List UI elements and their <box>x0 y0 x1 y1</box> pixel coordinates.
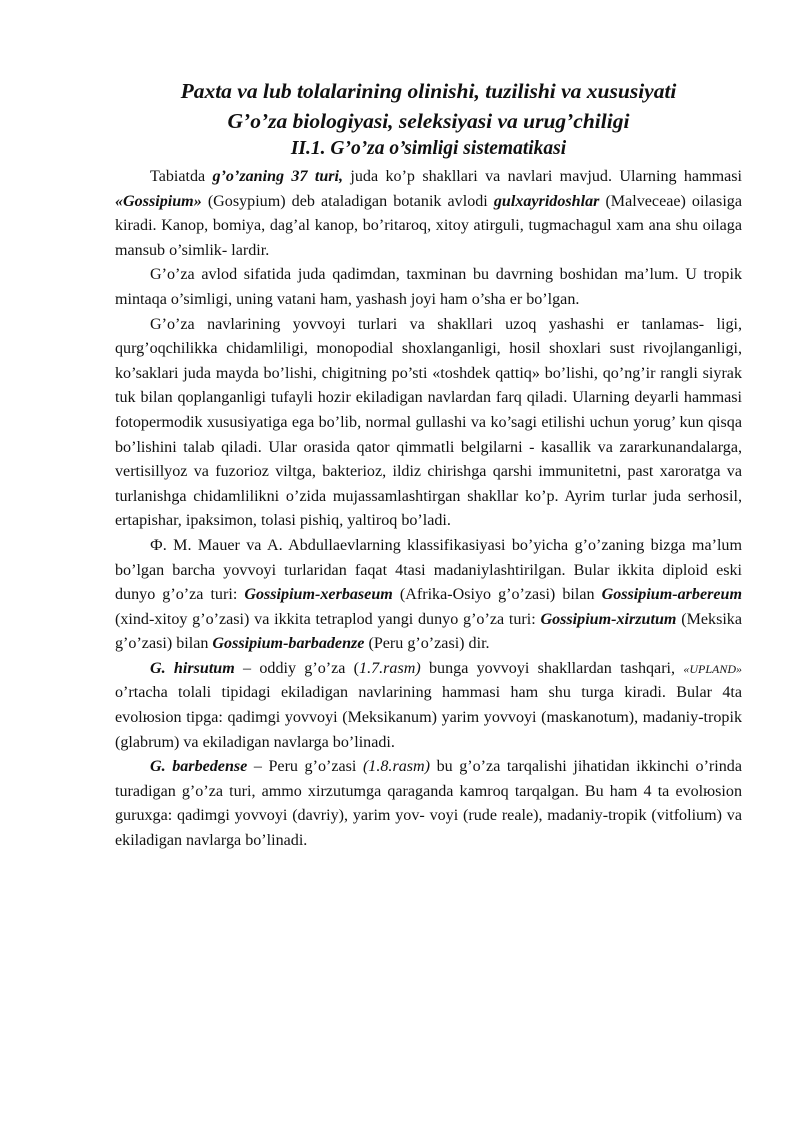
paragraph-1-bold-2: «Gossipium» <box>115 192 202 210</box>
paragraph-5-bold-1: G. hirsutum <box>150 659 235 677</box>
paragraph-4-bold-2: Gossipium-arbereum <box>601 586 742 604</box>
paragraph-4-bold-4: Gossipium-barbadenze <box>212 635 365 653</box>
paragraph-4-bold-3: Gossipium-xirzutum <box>540 610 677 628</box>
paragraph-1 <box>115 165 742 263</box>
paragraph-4-text-4: (Meksika g’o’zasi) bilan <box>115 610 742 653</box>
paragraph-6-bold-1: G. barbedense <box>150 758 248 776</box>
paragraph-6-italic-1: (1.8.rasm) <box>362 758 431 776</box>
paragraph-5-text-1: – oddiy g’o’za ( <box>234 659 360 677</box>
paragraph-5-italic-1: 1.7.rasm) <box>359 659 421 677</box>
paragraph-4-text-3: (xind-xitoy g’o’zasi) va ikkita tetraplod yangi dunyo g’o’za turi: <box>115 610 541 628</box>
paragraph-5-small-caps-1: «UPLAND» <box>683 661 742 676</box>
paragraph-1-text-2: juda ko’p shakllari va navlari mavjud. Ularning hammasi <box>343 168 742 185</box>
paragraph-5-text-3: o’rtacha tolali tipidagi ekiladigan navlarining hammasi ham shu turga kiradi. Bular 4ta evolюsion tipga: qadimgi yovvoyi (Meksikanum) yarim yovvoyi (maskanotum), madaniy-tropik (glabrum) va ekiladigan navlarga bo’linadi. <box>115 684 742 751</box>
paragraph-6-text-2: bu g’o’za tarqalishi jihatidan ikkinchi o’rinda turadigan g’o’za turi, ammo xirzutumga qaraganda kamroq tarqalgan. Bu ham 4 ta evolюsion guruxga: qadimgi yovvoyi (davriy), yarim yov- voyi (rude reale), madaniy-tropik (vitfolium) va ekiladigan navlarga bo’linadi. <box>115 758 742 850</box>
paragraph-4 <box>115 534 742 657</box>
paragraph-4-text-1: Ф. M. Mauer va A. Abdullaevlarning klassifikasiyasi bo’yicha g’o’zaning bizga ma’lum bo’lgan barcha yovvoyi turlaridan faqat 4tasi madaniylashtirilgan. Bular ikkita diploid eski dunyo g’o’za turi: <box>115 536 742 604</box>
paragraph-4-text-5: (Peru g’o’zasi) dir. <box>364 635 490 653</box>
paragraph-4-text-2: (Afrika-Osiyo g’o’zasi) bilan <box>392 586 602 604</box>
paragraph-1-bold-3: gulxayridoshlar <box>493 192 600 210</box>
paragraph-3: G’o’za navlarining yovvoyi turlari va shakllari uzoq yashashi er tanlamas- ligi, qurg’oqchilikka chidamliligi, monopodial shoxlanganligi, hosil shoxlari sust rivojlanganligi, ko’saklari juda mayda bo’lishi, chigitning po’sti «toshdek qattiq» bo’lishi, qo’ng’ir rangli siyrak tuk bilan qoplanganligi tufayli hozir ekiladigan navlardan farq qiladi. Ularning deyarli hammasi fotopermodik xususiyatiga ega bo’lib, normal gullashi va ko’sagi etilishi uchun yorug’ kun qisqa bo’lishini talab qiladi. Ular orasida qator qimmatli belgilarni - kasallik va zararkunandalarga, vertisillyoz va fuzorioz viltga, bakterioz, ildiz chirishga qarshi immunitetni, past xaroratga va turlanishga chidamlilikni o’zida mujassamlashtirgan shakllar ko’p. Ayrim turlar juda serhosil, ertapishar, ipaksimon, tolasi pishiq, yaltiroq bo’ladi. <box>115 315 742 530</box>
paragraph-4-bold-1: Gossipium-xerbaseum <box>244 586 393 604</box>
paragraph-2: G’o’za avlod sifatida juda qadimdan, taxminan bu davrning boshidan ma’lum. U tropik mintaqa o’simligi, uning vatani ham, yashash joyi ham o’sha er bo’lgan. <box>115 266 742 308</box>
paragraph-1-text-1: Tabiatda <box>150 168 213 185</box>
paragraph-1-text-4: (Malveceae) oilasiga kiradi. Kanop, bomiya, dag’al kanop, bo’ritaroq, xitoy atirguli, tugmachagul xam ana shu oilaga mansub o’simlik- lardir. <box>115 192 742 259</box>
paragraph-1-bold-1: g’o’zaning 37 turi, <box>212 168 344 185</box>
paragraph-6-text-1: – Peru g’o’zasi <box>247 758 363 776</box>
paragraph-6 <box>115 755 742 853</box>
document-title-line-2: G’o’za biologiyasi, seleksiyasi va urug’chiligi <box>227 109 630 133</box>
document-title-line-1: Paxta va lub tolalarining olinishi, tuzilishi va xususiyati <box>180 79 677 103</box>
paragraph-5-text-2: bunga yovvoyi shakllardan tashqari, <box>420 659 684 677</box>
paragraph-5 <box>115 657 742 755</box>
paragraph-1-text-3: (Gosypium) deb ataladigan botanik avlodi <box>201 192 494 210</box>
section-heading: II.1. G’o’za o’simligi sistematikasi <box>290 138 567 159</box>
